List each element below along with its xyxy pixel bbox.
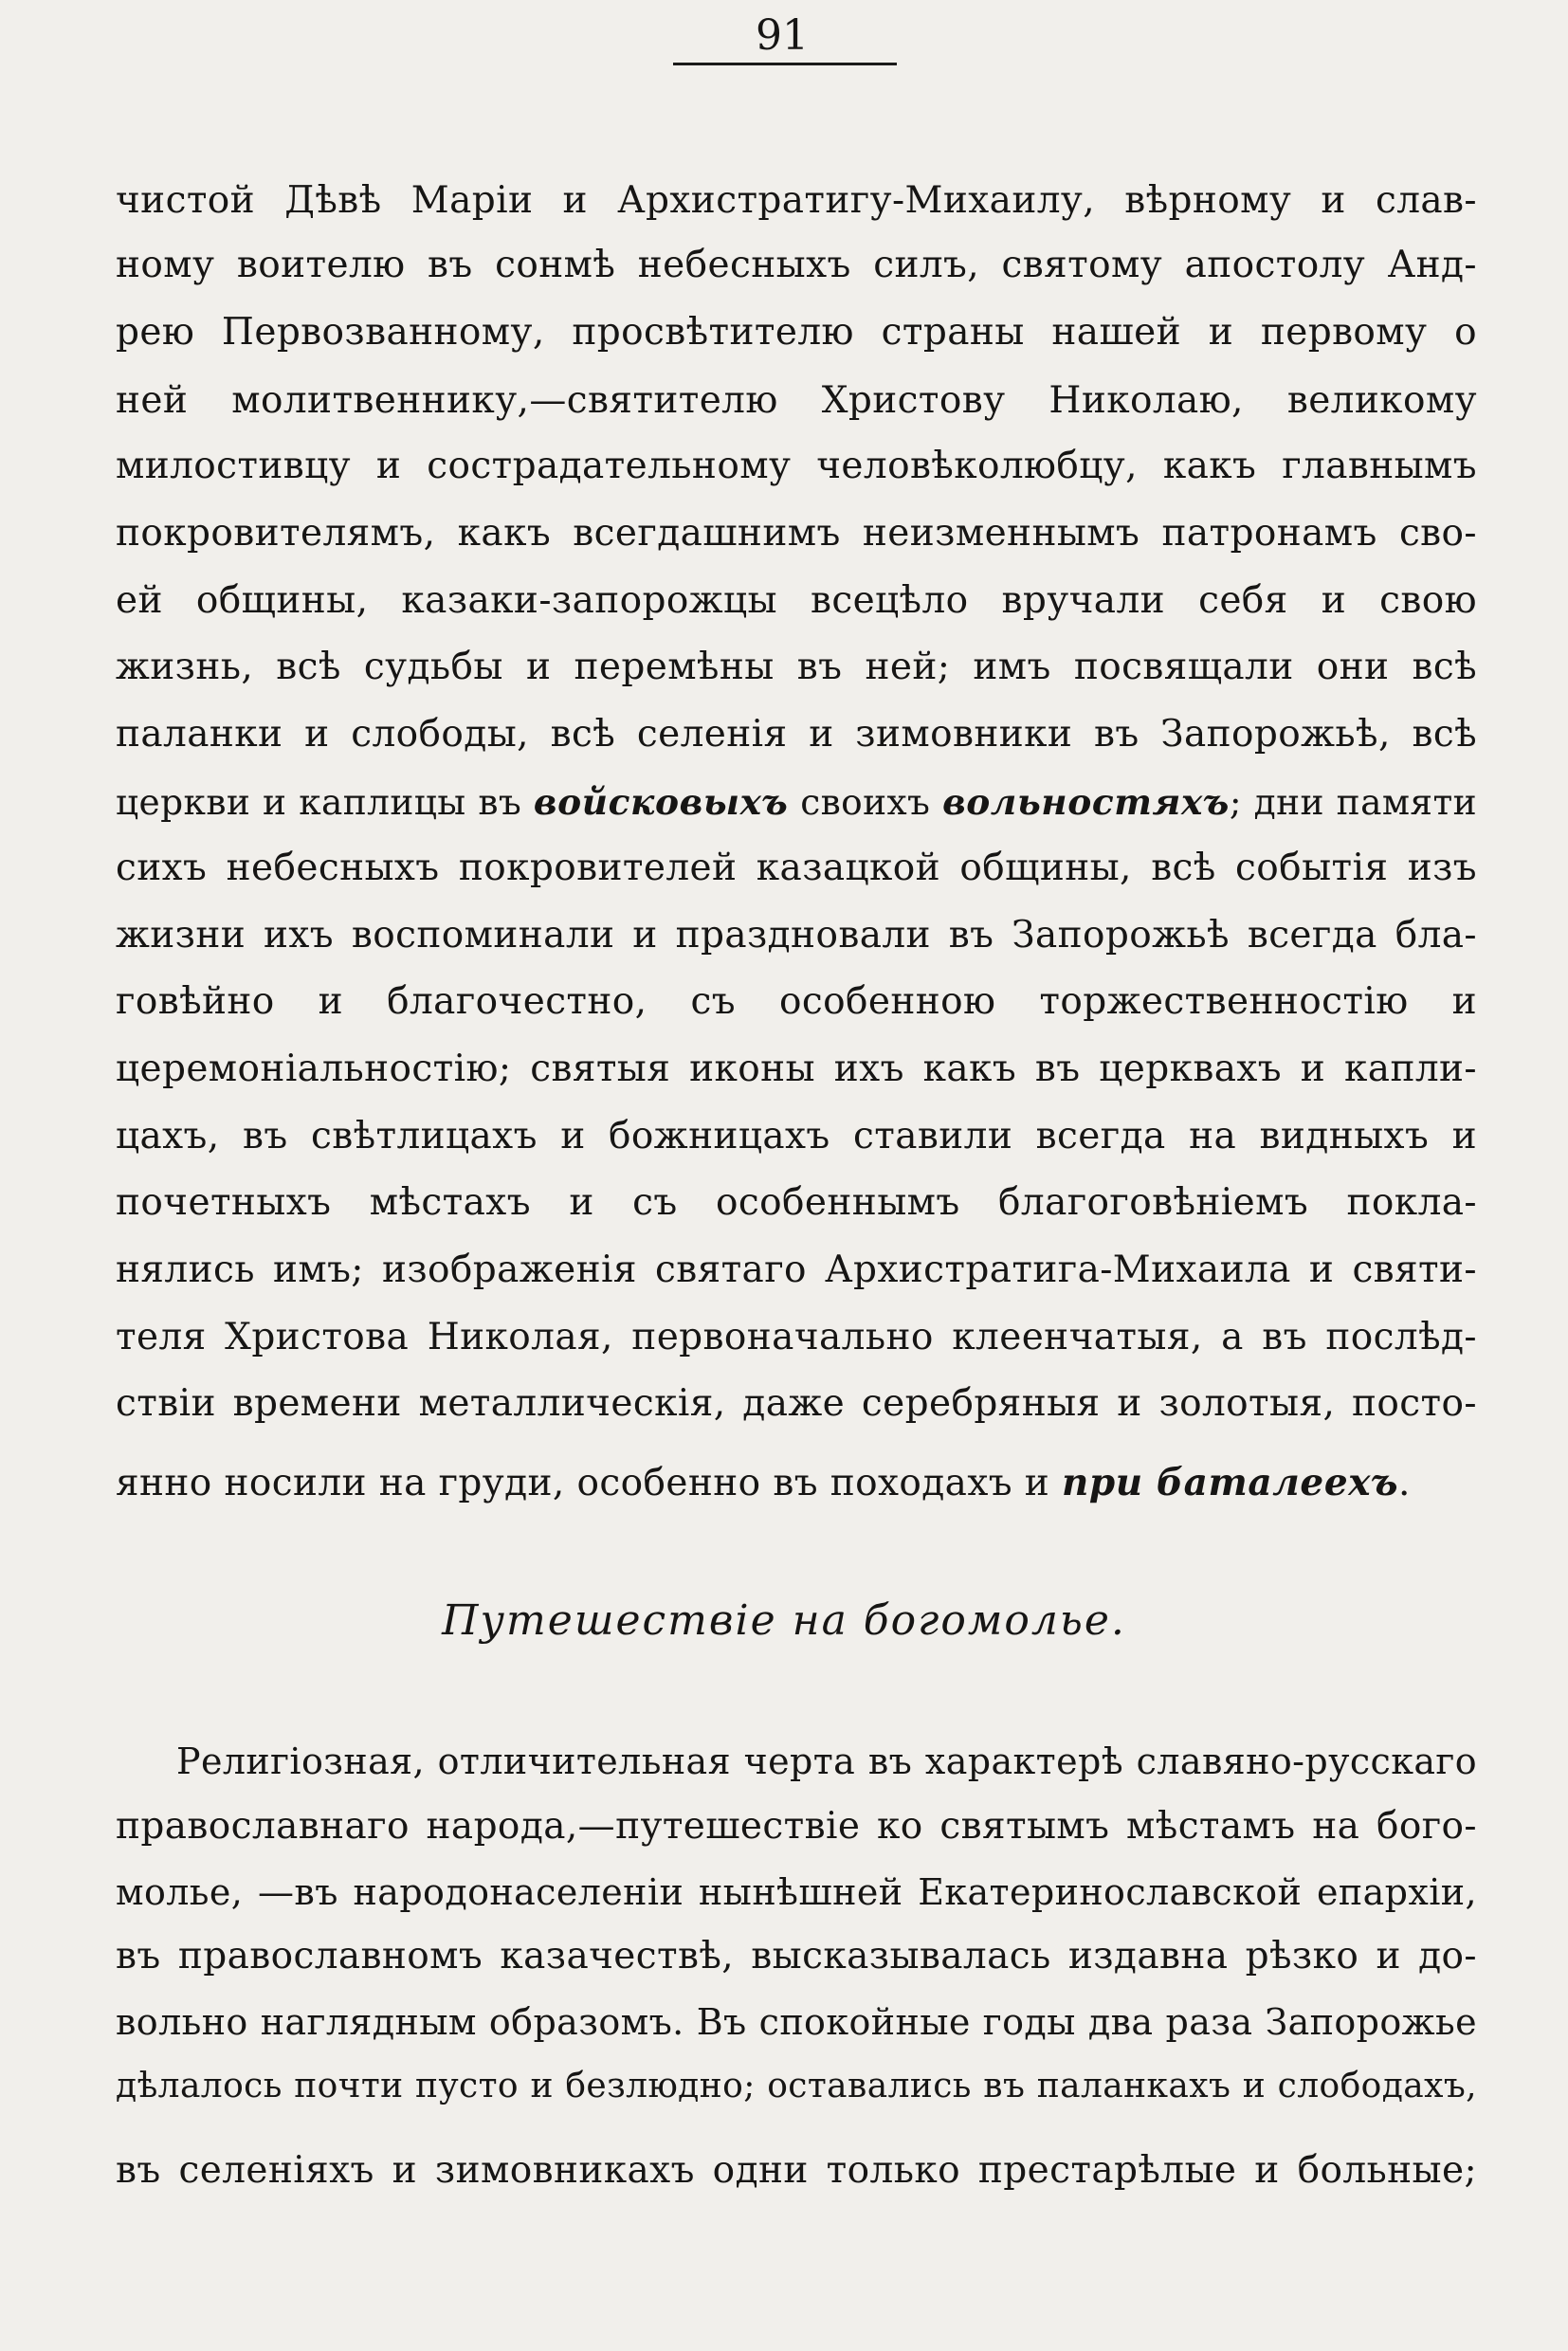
text-line: Религіозная, отличительная черта въ характерѣ славяно-русскаго: [176, 1740, 1477, 1782]
text-line: ей общины, казаки-запорожцы всецѣло вручали себя и свою: [116, 579, 1477, 622]
text-line: рею Первозванному, просвѣтителю страны нашей и первому о: [116, 311, 1477, 354]
text-line-with-emphasis: [116, 1458, 1477, 1508]
text-line: жизни ихъ воспоминали и праздновали въ Запорожьѣ всегда бла-: [116, 914, 1477, 957]
page-number: 91: [756, 11, 809, 60]
text-fragment: ; дни памяти: [1229, 781, 1477, 823]
text-line: покровителямъ, какъ всегдашнимъ неизменнымъ патронамъ сво-: [116, 512, 1477, 555]
text-fragment: .: [1398, 1462, 1411, 1504]
text-line: молье, —въ народонаселеніи нынѣшней Екатеринославской епархіи,: [116, 1871, 1477, 1913]
page-number-rule: [673, 63, 897, 65]
emphasized-text: при баталеехъ: [1061, 1461, 1399, 1504]
emphasized-text: вольностяхъ: [942, 781, 1230, 823]
emphasized-text: войсковыхъ: [533, 781, 789, 823]
text-line: нялись имъ; изображенія святаго Архистратига-Михаила и святи-: [116, 1248, 1477, 1291]
text-line-with-emphasis: [116, 777, 1477, 827]
text-line: ней молитвеннику,—святителю Христову Николаю, великому: [116, 379, 1477, 422]
text-line: жизнь, всѣ судьбы и перемѣны въ ней; имъ посвящали они всѣ: [116, 646, 1477, 688]
section-heading: Путешествіе на богомолье.: [442, 1596, 1126, 1645]
text-line: православнаго народа,—путешествіе ко святымъ мѣстамъ на бого-: [116, 1805, 1477, 1848]
text-line: цахъ, въ свѣтлицахъ и божницахъ ставили всегда на видныхъ и: [116, 1115, 1477, 1157]
text-line: ному воителю въ сонмѣ небесныхъ силъ, святому апостолу Анд-: [116, 244, 1477, 286]
text-line: сихъ небесныхъ покровителей казацкой общины, всѣ событія изъ: [116, 847, 1477, 889]
text-fragment: своихъ: [788, 781, 943, 823]
text-line: церемоніальностію; святыя иконы ихъ какъ въ церквахъ и капли-: [116, 1048, 1477, 1090]
text-line: ствіи времени металлическія, даже серебряныя и золотыя, посто-: [116, 1382, 1477, 1425]
text-line: въ православномъ казачествѣ, высказывалась издавна рѣзко и до-: [116, 1935, 1477, 1977]
text-fragment: янно носили на груди, особенно въ походахъ и: [116, 1462, 1062, 1504]
text-line: въ селеніяхъ и зимовникахъ одни только престарѣлые и больные;: [116, 2149, 1477, 2192]
text-line: паланки и слободы, всѣ селенія и зимовники въ Запорожьѣ, всѣ: [116, 713, 1477, 756]
text-line: чистой Дѣвѣ Маріи и Архистратигу-Михаилу, вѣрному и слав-: [116, 179, 1477, 222]
text-line: говѣйно и благочестно, съ особенною торжественностію и: [116, 980, 1477, 1023]
text-line: теля Христова Николая, первоначально клеенчатыя, а въ послѣд-: [116, 1316, 1477, 1358]
text-line: милостивцу и сострадательному человѣколюбцу, какъ главнымъ: [116, 445, 1477, 487]
text-line: почетныхъ мѣстахъ и съ особеннымъ благоговѣніемъ покла-: [116, 1181, 1477, 1224]
text-line: вольно наглядным образомъ. Въ спокойные годы два раза Запорожье: [116, 2001, 1477, 2043]
text-fragment: церкви и каплицы въ: [116, 781, 534, 823]
text-line: дѣлалось почти пусто и безлюдно; оставались въ паланкахъ и слободахъ,: [116, 2067, 1477, 2105]
